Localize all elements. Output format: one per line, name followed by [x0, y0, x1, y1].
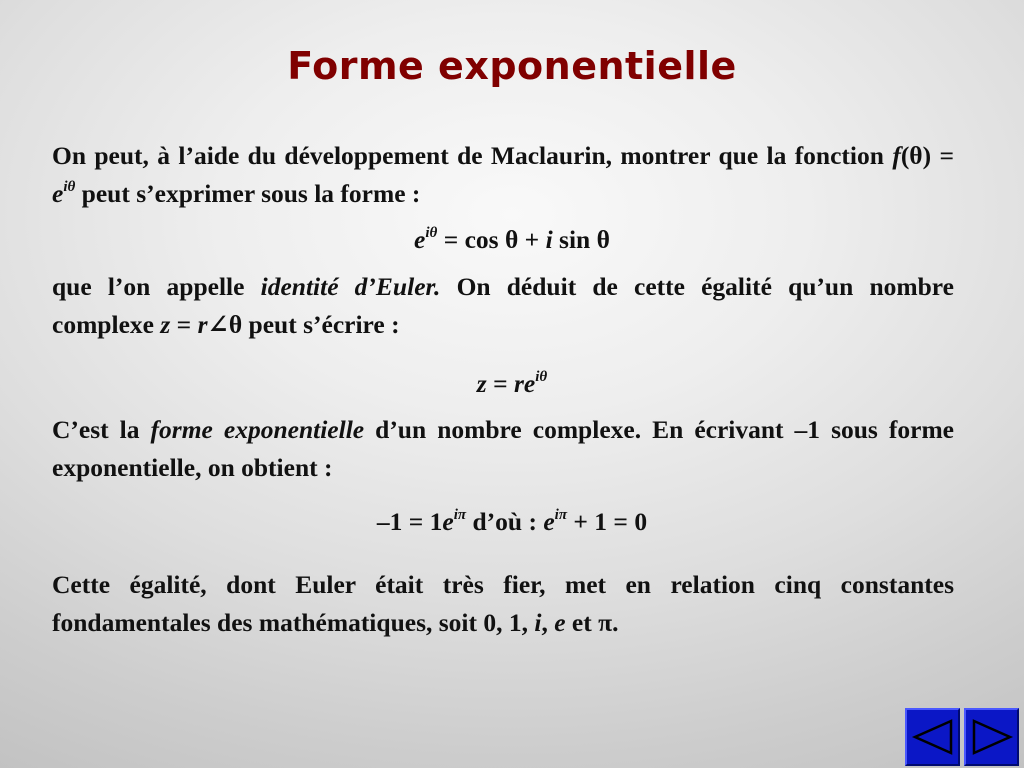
slide-title: Forme exponentielle — [287, 44, 737, 88]
previous-slide-button[interactable] — [905, 708, 960, 766]
next-slide-button[interactable] — [964, 708, 1019, 766]
triangle-left-icon — [911, 718, 955, 756]
equation-minus-one: $-1 = 1e^{i\pi}$ d’où : $e^{i\pi} + 1 = 0$ — [376, 506, 648, 536]
triangle-right-icon — [970, 718, 1014, 756]
paragraph-euler: que l’on appelle identité d’Euler. On déduit de cette égalité qu’un nombre complexe z = r∠θ peut s’écrire : — [52, 272, 954, 339]
paragraph-maclaurin: On peut, à l’aide du développement de Maclaurin, montrer que la fonction $f(\theta) = e^{i\theta}$ peut s’exprimer sous la forme : — [52, 141, 954, 208]
equation-euler-identity: $e^{i\theta} = \cos \theta + i$ sin θ — [414, 224, 610, 254]
paragraph-constants: Cette égalité, dont Euler était très fier, met en relation cinq constantes fondamentales des mathématiques, soit 0, 1, i, e et π. — [52, 570, 954, 637]
navigation-bar — [905, 708, 1019, 766]
paragraph-exponential-form: C’est la forme exponentielle d’un nombre complexe. En écrivant –1 sous forme exponentielle, on obtient : — [52, 415, 954, 482]
equation-exponential-form: $z = re^{i\theta}$ — [476, 368, 548, 398]
